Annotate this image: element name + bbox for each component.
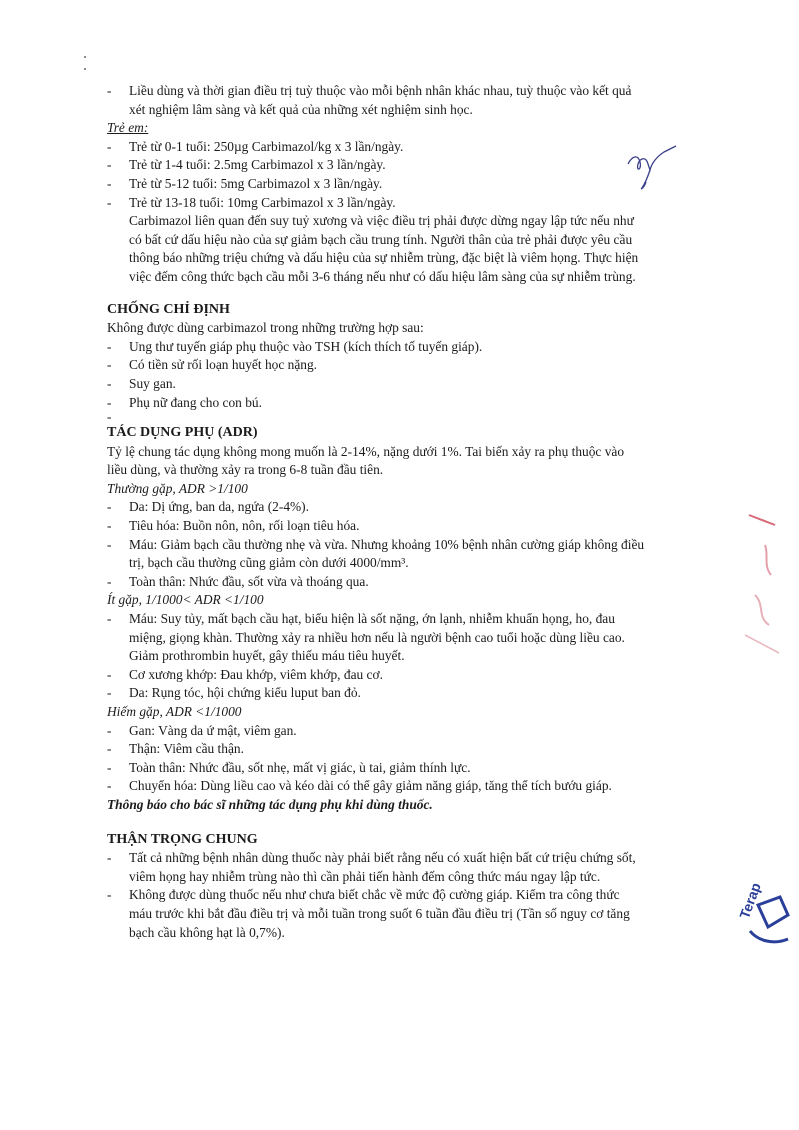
adr-uncommon-list: [107, 610, 722, 703]
precaution-item-line: Không được dùng thuốc nếu như chưa biết chắc về mức độ cường giáp. Kiểm tra công thức: [129, 887, 620, 903]
bullet-dash: -: [107, 338, 112, 354]
bullet-dash: -: [107, 759, 112, 775]
contraindication-item-line: Phụ nữ đang cho con bú.: [129, 394, 262, 410]
adr-common-item: [107, 498, 722, 517]
adr-rare-item-line: Gan: Vàng da ứ mật, viêm gan.: [129, 722, 297, 738]
children-note-line: thông báo những triệu chứng và dấu hiệu của sự nhiễm trùng, đặc biệt là viêm họng. Thực hiện: [129, 250, 639, 266]
adr-notice: Thông báo cho bác sĩ những tác dụng phụ khi dùng thuốc.: [107, 796, 433, 812]
adr-common-item: [107, 536, 722, 573]
adr-uncommon-item-line: miệng, giọng khàn. Thường xảy ra nhiều hơn nếu là người bệnh cao tuổi hoặc dùng liều cao.: [129, 629, 625, 645]
adr-common-item-line: Máu: Giảm bạch cầu thường nhẹ và vừa. Nhưng khoảng 10% bệnh nhân cường giáp không điều: [129, 536, 645, 552]
adr-common-item-line: Tiêu hóa: Buồn nôn, nôn, rối loạn tiêu hóa.: [129, 518, 360, 534]
children-note-line: Carbimazol liên quan đến suy tuỷ xương và việc điều trị phải được dừng ngay lập tức nếu như: [129, 213, 634, 229]
bullet-dash: -: [107, 722, 112, 738]
adr-common-label: Thường gặp, ADR >1/100: [107, 480, 248, 496]
bullet-dash: -: [107, 157, 112, 173]
precaution-item-line: Tất cả những bệnh nhân dùng thuốc này phải biết rằng nếu có xuất hiện bất cứ triệu chứng sốt,: [129, 850, 636, 866]
contraindication-item: [107, 338, 722, 357]
precaution-item-line: bạch cầu không hạt là 0,7%).: [129, 924, 285, 940]
children-label: Trẻ em:: [107, 120, 149, 136]
adr-heading: TÁC DỤNG PHỤ (ADR): [107, 425, 258, 441]
bullet-dash: -: [107, 357, 112, 373]
children-dose-item-line: Trẻ từ 1-4 tuổi: 2.5mg Carbimazol x 3 lần/ngày.: [129, 157, 386, 173]
contraindication-item-line: Suy gan.: [129, 375, 176, 391]
dosage-bullet: [107, 82, 722, 119]
adr-common-item: [107, 573, 722, 592]
contraindication-item: [107, 356, 722, 375]
adr-uncommon-label: Ít gặp, 1/1000< ADR <1/100: [107, 592, 264, 608]
bullet-dash: -: [107, 666, 112, 682]
adr-common-item-line: Da: Dị ứng, ban da, ngứa (2-4%).: [129, 499, 309, 515]
adr-rare-item-line: Thận: Viêm cầu thận.: [129, 741, 244, 757]
stamp-text: Terap: [736, 880, 764, 921]
children-dose-list: [107, 138, 722, 212]
children-dose-item: [107, 156, 722, 175]
children-note-line: có bất cứ dấu hiệu nào của sự giảm bạch cầu trung tính. Người thân của trẻ phải được yêu cầu: [129, 231, 633, 247]
stray-dash: -: [107, 409, 112, 425]
precaution-item-line: viêm họng hay nhiễm trùng nào thì cần phải tiến hành đếm công thức máu ngay lập tức.: [129, 868, 601, 884]
adr-rare-item-line: Toàn thân: Nhức đầu, sốt nhẹ, mất vị giác, ù tai, giảm thính lực.: [129, 759, 471, 775]
adr-intro-line: liều dùng, và thường xảy ra trong 6-8 tuần đầu tiên.: [107, 462, 384, 478]
bullet-dash: -: [107, 138, 112, 154]
bullet-dash: -: [107, 741, 112, 757]
adr-uncommon-item: [107, 666, 722, 685]
bullet-dash: -: [107, 83, 112, 98]
adr-rare-item: [107, 722, 722, 741]
contraindication-item: [107, 375, 722, 394]
adr-uncommon-item: [107, 684, 722, 703]
precaution-item: [107, 849, 722, 886]
adr-common-item: [107, 517, 722, 536]
adr-uncommon-item-line: Máu: Suy tủy, mất bạch cầu hạt, biểu hiện là sốt nặng, ớn lạnh, nhiễm khuẩn họng, ho, đau: [129, 611, 615, 627]
bullet-dash: -: [107, 887, 112, 903]
bullet-dash: -: [107, 778, 112, 794]
bullet-dash: -: [107, 685, 112, 701]
adr-uncommon-item-line: Cơ xương khớp: Đau khớp, viêm khớp, đau cơ.: [129, 666, 383, 682]
bullet-dash: -: [107, 573, 112, 589]
adr-common-item-line: Toàn thân: Nhức đầu, sốt vừa và thoáng qua.: [129, 573, 369, 589]
bullet-dash: -: [107, 175, 112, 191]
contraindications-list: [107, 338, 722, 412]
precautions-list: [107, 849, 722, 942]
adr-uncommon-item-line: Giảm prothrombin huyết, gây thiếu máu tiêu huyết.: [129, 648, 405, 664]
bullet-dash: -: [107, 194, 112, 210]
adr-rare-item: [107, 777, 722, 796]
children-note: [107, 212, 722, 286]
contraindication-item-line: Có tiền sử rối loạn huyết học nặng.: [129, 357, 317, 373]
bullet-dash: -: [107, 375, 112, 391]
children-dose-item-line: Trẻ từ 5-12 tuổi: 5mg Carbimazol x 3 lần/ngày.: [129, 175, 383, 191]
children-dose-item: [107, 194, 722, 213]
precaution-item-line: máu trước khi bắt đầu điều trị và mỗi tuần trong suốt 6 tuần đầu điều trị (Tần số nguy cơ tăng: [129, 905, 630, 921]
adr-intro: [107, 443, 722, 480]
children-dose-item: [107, 138, 722, 157]
dosage-text-line: Liều dùng và thời gian điều trị tuỳ thuộc vào mỗi bệnh nhân khác nhau, tuỳ thuộc vào kết quả: [129, 83, 632, 98]
precaution-item: [107, 886, 722, 942]
margin-dot: [84, 56, 86, 58]
children-dose-item: [107, 175, 722, 194]
adr-rare-item-line: Chuyển hóa: Dùng liều cao và kéo dài có thể gây giảm năng giáp, tăng thể tích bướu giáp.: [129, 778, 612, 794]
bullet-dash: -: [107, 499, 112, 515]
adr-uncommon-item: [107, 610, 722, 666]
adr-uncommon-item-line: Da: Rụng tóc, hội chứng kiểu luput ban đỏ.: [129, 685, 361, 701]
contraindication-item: [107, 394, 722, 413]
contraindication-item-line: Ung thư tuyến giáp phụ thuộc vào TSH (kích thích tố tuyến giáp).: [129, 338, 483, 354]
bullet-dash: -: [107, 394, 112, 410]
company-stamp-icon: [728, 835, 798, 955]
margin-dot: [84, 68, 86, 70]
contraindications-heading: CHỐNG CHỈ ĐỊNH: [107, 301, 230, 317]
bullet-dash: -: [107, 518, 112, 534]
adr-rare-label: Hiếm gặp, ADR <1/1000: [107, 704, 242, 719]
adr-rare-item: [107, 740, 722, 759]
adr-rare-item: [107, 759, 722, 778]
seal-edge-mark-icon: [735, 505, 795, 665]
bullet-dash: -: [107, 850, 112, 866]
adr-common-item-line: trị, bạch cầu thường cũng giảm còn dưới 4000/mm³.: [129, 555, 409, 571]
document-body: [107, 82, 722, 942]
contraindications-intro: Không được dùng carbimazol trong những trường hợp sau:: [107, 320, 424, 336]
children-note-line: việc đếm công thức bạch cầu mỗi 3-6 tháng nếu như có dấu hiệu lâm sàng của sự nhiễm trùng.: [129, 268, 636, 284]
bullet-dash: -: [107, 611, 112, 627]
precautions-heading: THẬN TRỌNG CHUNG: [107, 831, 258, 847]
adr-intro-line: Tỷ lệ chung tác dụng không mong muốn là 2-14%, nặng dưới 1%. Tai biến xảy ra phụ thuộc vào: [107, 443, 625, 459]
adr-common-list: [107, 498, 722, 591]
dosage-text-line: xét nghiệm lâm sàng và kết quả của những xét nghiệm sinh học.: [129, 101, 473, 117]
children-dose-item-line: Trẻ từ 0-1 tuổi: 250µg Carbimazol/kg x 3 lần/ngày.: [129, 138, 404, 154]
bullet-dash: -: [107, 536, 112, 552]
adr-rare-list: [107, 722, 722, 796]
children-dose-item-line: Trẻ từ 13-18 tuổi: 10mg Carbimazol x 3 lần/ngày.: [129, 194, 396, 210]
